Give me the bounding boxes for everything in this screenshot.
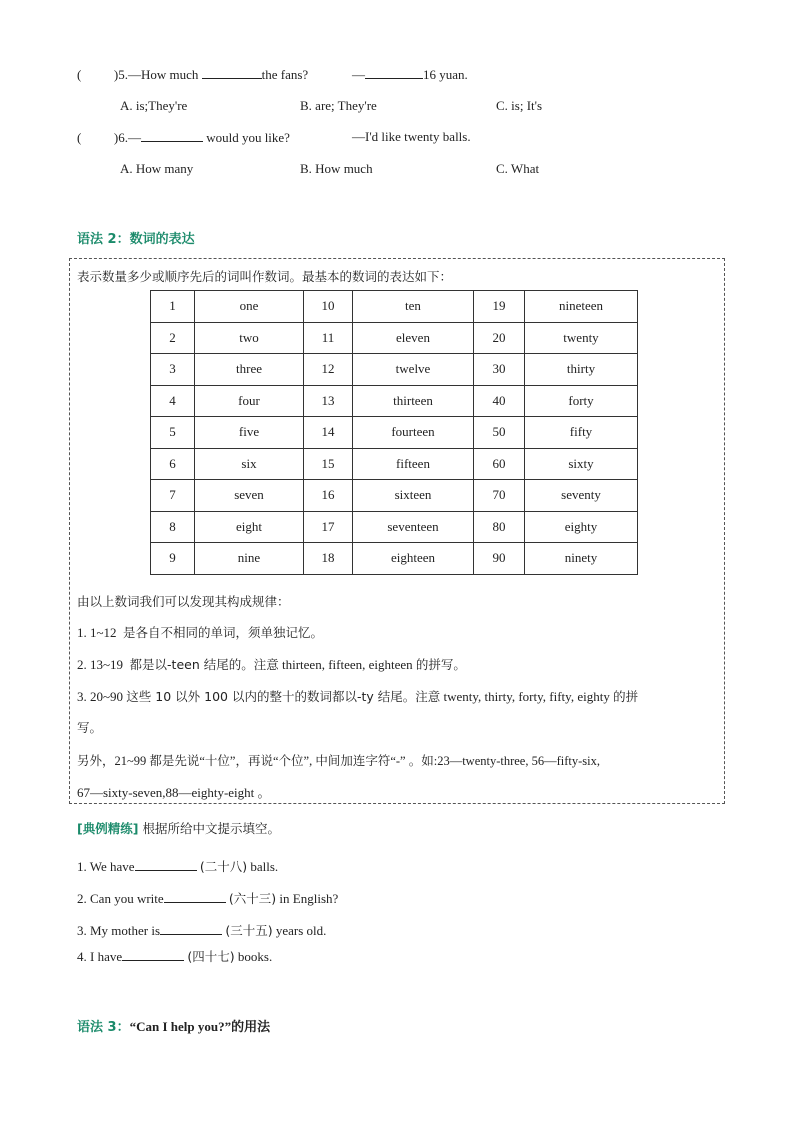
- answer-blank[interactable]: [160, 922, 222, 935]
- heading-title: 数词的表达: [129, 232, 195, 247]
- numeral-word: thirty: [525, 354, 638, 386]
- practice-item: [77, 889, 338, 907]
- item-text: 2. Can you write: [77, 891, 164, 906]
- numeral-digit: 2: [151, 322, 195, 354]
- option-a: A. is;They're: [120, 98, 188, 113]
- table-row: [151, 417, 638, 449]
- rule-1: [77, 623, 323, 641]
- numeral-word: sixteen: [353, 480, 474, 512]
- question-5: [77, 66, 308, 83]
- numeral-word: twelve: [353, 354, 474, 386]
- numeral-digit: 19: [474, 291, 525, 323]
- numeral-digit: 13: [304, 385, 353, 417]
- response-dash: —: [352, 67, 365, 82]
- item-text: balls.: [250, 859, 279, 874]
- numeral-word: three: [195, 354, 304, 386]
- rule-words: thirteen, fifteen, eighteen: [282, 657, 413, 672]
- numeral-word: six: [195, 448, 304, 480]
- numeral-word: thirteen: [353, 385, 474, 417]
- numeral-digit: 6: [151, 448, 195, 480]
- numerals-table: [150, 290, 638, 575]
- numeral-word: ninety: [525, 543, 638, 575]
- rule-2: [77, 655, 466, 673]
- numeral-digit: 90: [474, 543, 525, 575]
- numeral-word: one: [195, 291, 304, 323]
- question-6: [77, 129, 290, 146]
- numeral-word: four: [195, 385, 304, 417]
- answer-blank[interactable]: [164, 890, 226, 903]
- numeral-digit: 5: [151, 417, 195, 449]
- numeral-digit: 70: [474, 480, 525, 512]
- numeral-word: twenty: [525, 322, 638, 354]
- question-6-response: —I'd like twenty balls.: [352, 129, 471, 144]
- answer-paren-close: ): [113, 67, 119, 82]
- rule-number: 2. 13~19: [77, 657, 124, 672]
- item-text: 4. I have: [77, 949, 123, 964]
- rule-text: 的拼: [613, 689, 639, 704]
- numeral-word: eighty: [525, 511, 638, 543]
- numeral-digit: 40: [474, 385, 525, 417]
- numeral-digit: 80: [474, 511, 525, 543]
- answer-blank[interactable]: [365, 66, 423, 79]
- numeral-digit: 14: [304, 417, 353, 449]
- option-b: B. are; They're: [300, 98, 377, 113]
- numeral-word: eleven: [353, 322, 474, 354]
- numeral-digit: 3: [151, 354, 195, 386]
- numeral-digit: 11: [304, 322, 353, 354]
- option-c: C. What: [496, 161, 540, 176]
- answer-blank[interactable]: [122, 948, 184, 961]
- numeral-digit: 18: [304, 543, 353, 575]
- answer-blank[interactable]: [135, 858, 197, 871]
- numeral-word: seven: [195, 480, 304, 512]
- rule-text: 的拼写。: [415, 657, 466, 672]
- numeral-word: ten: [353, 291, 474, 323]
- section-heading: [77, 228, 195, 247]
- numeral-word: fifteen: [353, 448, 474, 480]
- answer-paren-open: (: [77, 130, 82, 145]
- numeral-word: fourteen: [353, 417, 474, 449]
- item-text: in English?: [279, 891, 339, 906]
- option-c: C. is; It's: [496, 98, 543, 113]
- option-b: B. How much: [300, 161, 373, 176]
- numeral-word: seventy: [525, 480, 638, 512]
- item-text: 3. My mother is: [77, 923, 161, 938]
- practice-item: [77, 857, 278, 875]
- rule-3: [77, 687, 638, 705]
- item-text: books.: [237, 949, 273, 964]
- numeral-digit: 17: [304, 511, 353, 543]
- answer-paren-open: (: [77, 67, 82, 82]
- numeral-word: forty: [525, 385, 638, 417]
- numeral-digit: 12: [304, 354, 353, 386]
- answer-paren-close: ): [113, 130, 119, 145]
- numeral-word: two: [195, 322, 304, 354]
- heading-prefix: 语法 3：: [77, 1020, 130, 1035]
- table-row: [151, 291, 638, 323]
- rule-text: 另外，21~99 都是先说“十位”，再说“个位”, 中间加连字符“-” 。如:23—twenty-three, 56—fifty-six,: [77, 754, 600, 768]
- numeral-word: seventeen: [353, 511, 474, 543]
- question-text: —: [127, 130, 141, 145]
- numeral-digit: 8: [151, 511, 195, 543]
- rule-4-continued: [77, 782, 271, 801]
- numeral-word: eight: [195, 511, 304, 543]
- heading-title-zh: 的用法: [231, 1020, 271, 1035]
- practice-item: [77, 921, 326, 939]
- table-row: [151, 448, 638, 480]
- item-hint: (二十八): [199, 859, 248, 874]
- question-5-response: [352, 66, 468, 83]
- rule-number: 3. 20~90: [77, 689, 124, 704]
- practice-instruction: 根据所给中文提示填空。: [142, 821, 280, 836]
- option-a: A. How many: [120, 161, 194, 176]
- rule-4: [77, 751, 600, 769]
- numeral-digit: 10: [304, 291, 353, 323]
- section-heading: [77, 1016, 270, 1035]
- table-row: [151, 354, 638, 386]
- question-text: the fans?: [261, 67, 309, 82]
- rule-number: 1. 1~12: [77, 625, 117, 640]
- table-row: [151, 543, 638, 575]
- numeral-word: nineteen: [525, 291, 638, 323]
- practice-tag: [典例精练]: [77, 821, 139, 836]
- rule-words: twenty, thirty, forty, fifty, eighty: [443, 689, 610, 704]
- numeral-word: nine: [195, 543, 304, 575]
- rule-text: 都是以-teen 结尾的。注意: [129, 657, 279, 672]
- rule-text: 67—sixty-seven,88—eighty-eight 。: [77, 785, 271, 800]
- numeral-digit: 30: [474, 354, 525, 386]
- item-text: 1. We have: [77, 859, 135, 874]
- question-number: 5.: [118, 67, 128, 82]
- answer-blank[interactable]: [202, 66, 262, 79]
- rule-intro: 由以上数词我们可以发现其构成规律：: [77, 594, 290, 609]
- numeral-digit: 9: [151, 543, 195, 575]
- practice-header: [77, 819, 280, 838]
- rule-text: 是各自不相同的单词，须单独记忆。: [123, 625, 324, 640]
- question-text: —How much: [127, 67, 199, 82]
- numeral-digit: 1: [151, 291, 195, 323]
- question-number: 6.: [118, 130, 128, 145]
- rule-3-continued: 写。: [77, 720, 103, 735]
- numeral-word: fifty: [525, 417, 638, 449]
- practice-item: [77, 947, 272, 965]
- table-row: [151, 511, 638, 543]
- table-row: [151, 480, 638, 512]
- numeral-word: eighteen: [353, 543, 474, 575]
- item-hint: (三十五): [225, 923, 273, 938]
- table-row: [151, 385, 638, 417]
- numeral-word: sixty: [525, 448, 638, 480]
- numeral-digit: 20: [474, 322, 525, 354]
- item-hint: (四十七): [187, 949, 235, 964]
- numeral-digit: 7: [151, 480, 195, 512]
- question-text: would you like?: [206, 130, 290, 145]
- numeral-digit: 60: [474, 448, 525, 480]
- answer-blank[interactable]: [141, 129, 203, 142]
- rule-text: 这些 10 以外 100 以内的整十的数词都以-ty 结尾。注意: [126, 689, 441, 704]
- numeral-word: five: [195, 417, 304, 449]
- item-hint: (六十三): [228, 891, 277, 906]
- table-row: [151, 322, 638, 354]
- numeral-digit: 15: [304, 448, 353, 480]
- numeral-digit: 16: [304, 480, 353, 512]
- numeral-digit: 4: [151, 385, 195, 417]
- response-text: 16 yuan.: [423, 67, 468, 82]
- numeral-digit: 50: [474, 417, 525, 449]
- heading-title-en: “Can I help you?”: [129, 1019, 232, 1034]
- heading-prefix: 语法 2：: [77, 232, 130, 247]
- item-text: years old.: [275, 923, 327, 938]
- box-intro: 表示数量多少或顺序先后的词叫作数词。最基本的数词的表达如下：: [77, 269, 453, 284]
